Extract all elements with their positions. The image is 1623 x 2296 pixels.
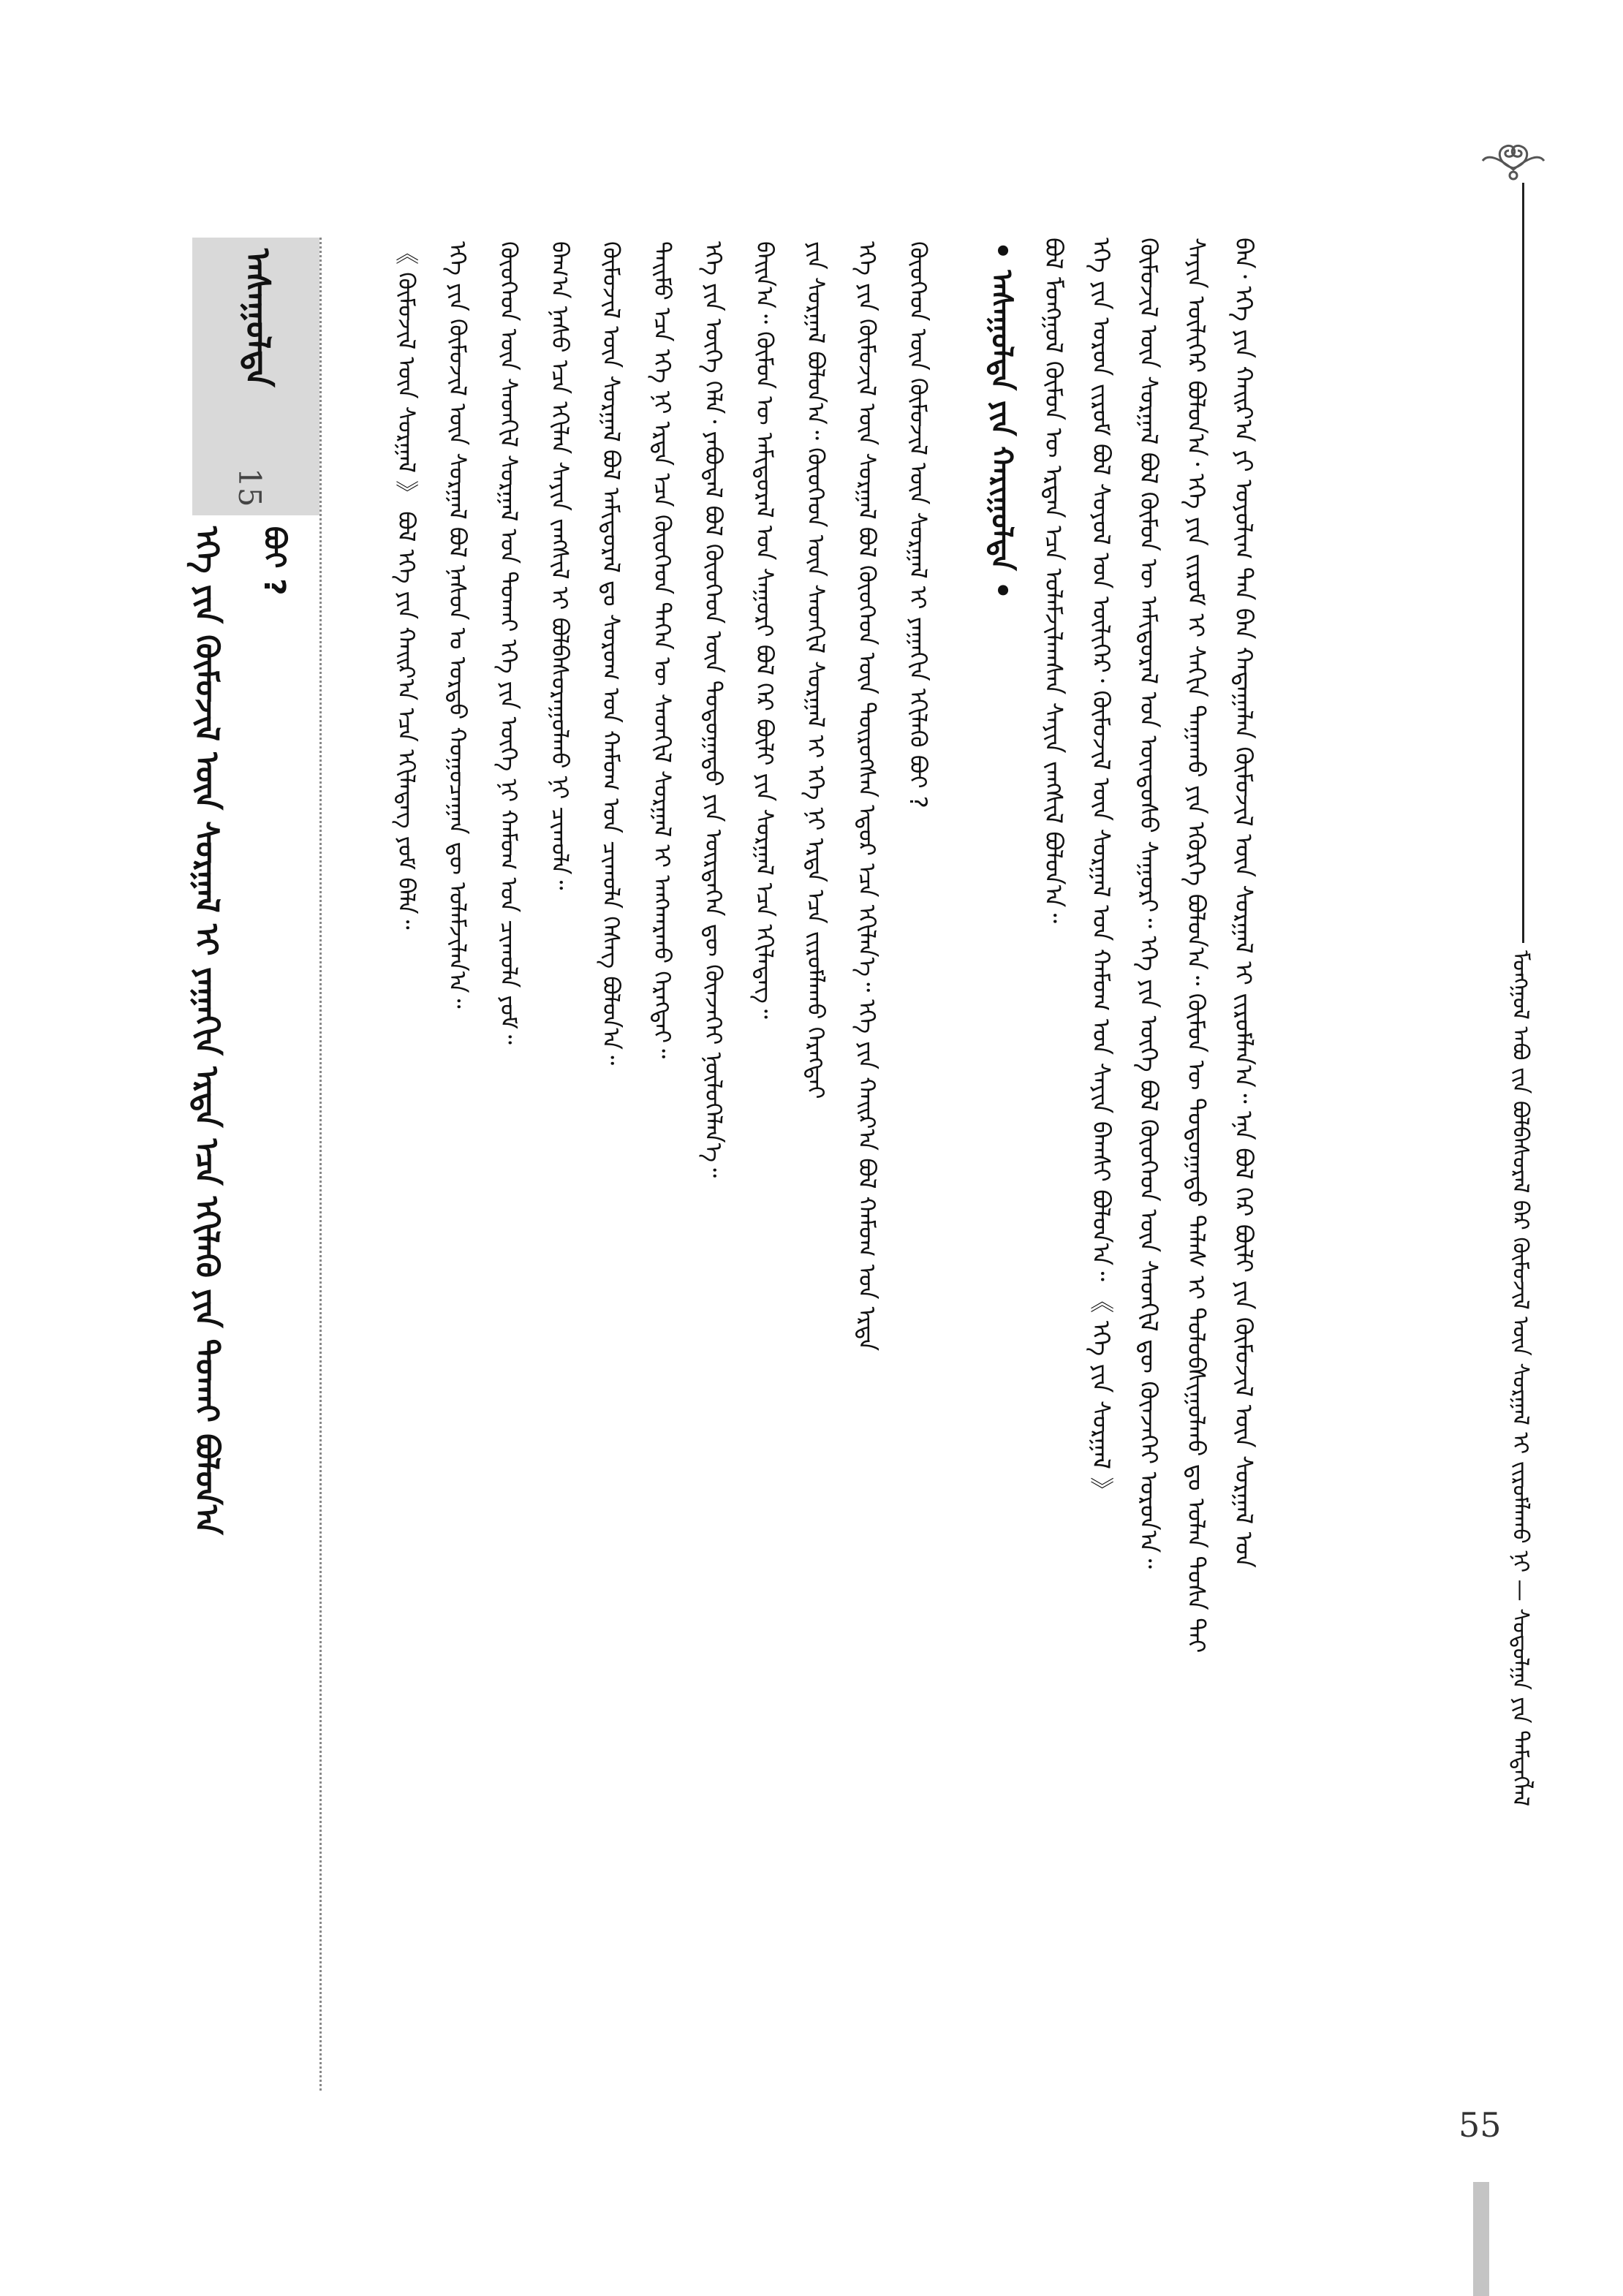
page-edge-tab bbox=[1473, 2182, 1489, 2296]
answer-text-column: 《 ᠬᠦᠮᠦᠵᠢᠯ ᠦᠨ ᠰᠤᠷᠭᠠᠯ 》 ᠪᠣᠯ ᠡᠬᠡ ᠶᠢᠨ ᠬᠠᠢᠷ᠎ᠠ ᠡᠴᠡ ᠡᠬᠢᠯᠡᠳᠡᠭ ᠶᠤᠮ ᠪᠡᠯᠡ᠃ bbox=[393, 241, 420, 930]
question-title-continued: ᠪᠣᠢ ? bbox=[257, 526, 291, 596]
answer-text-column: ᠡᠬᠡ ᠶᠢᠨ ᠬᠦᠮᠦᠵᠢᠯ ᠦᠨ ᠰᠤᠷᠭᠠᠯ ᠪᠣᠯ ᠨᠠᠰᠤᠨ ᠤ ᠤᠷᠲᠤ ᠬᠤᠭᠤᠴᠠᠭᠠᠨ ᠳᠦ ᠤᠯᠠᠮᠵᠢᠯᠠᠨ᠎ᠠ᠃ bbox=[444, 241, 472, 1009]
body-text-column: ᠰᠠᠶᠢᠨ ᠦᠯᠢᠭᠡᠷ ᠪᠣᠯᠤᠨ᠎ᠠ᠂ ᠡᠬᠡ ᠶᠢᠨ ᠵᠢᠷᠤᠮ ᠢ ᠰᠠᠬᠢᠨ ᠳᠠᠭᠠᠬᠤ ᠶᠢᠨ ᠡᠭᠦᠷᠭᠡ ᠪᠣᠯᠤᠨ᠎ᠠ᠃ ᠬᠦᠮᠦᠨ ᠦ ᠳᠣᠲᠣᠭᠠᠳᠤ ᠲᠠᠯᠠᠰ ᠢ ᠲᠣᠯᠤᠪᠰᠢᠭᠤᠯᠬᠤ ᠳᠤ ᠤᠯᠠᠨ ᠲᠤᠰᠠ ᠲᠠᠢ bbox=[1182, 238, 1211, 1653]
question-label: ᠠᠰᠠᠭᠤᠯᠲᠠ bbox=[238, 249, 278, 387]
section-heading: • ᠠᠰᠠᠭᠤᠯᠲᠠ ᠶᠢᠨ ᠬᠠᠷᠢᠭᠤᠯᠲᠠ • bbox=[985, 241, 1018, 600]
body-text-column: ᠡᠬᠡ ᠶᠢᠨ ᠤᠷᠤᠨ ᠵᠢᠷᠤᠮ ᠪᠣᠯ ᠰᠣᠶᠣᠯ ᠤᠨ ᠦᠯᠢᠭᠡᠷ᠂ ᠬᠦᠮᠦᠵᠢᠯ ᠦᠨ ᠰᠤᠷᠭᠠᠯ ᠤᠨ ᠬᠠᠮᠤᠭ ᠤᠨ ᠰᠠᠶᠢᠨ ᠪᠠᠭᠰᠢ ᠪᠣᠯᠤᠨ᠎ᠠ᠃ 《 ᠡᠬᠡ ᠶᠢᠨ ᠰᠤᠷᠭᠠᠯ 》 bbox=[1087, 238, 1116, 1501]
body-text-column: ᠪᠠᠨ᠂ ᠡᠬᠡ ᠶᠢᠨ ᠬᠠᠢᠷ᠎ᠠ ᠶᠢ ᠤᠶᠤᠯᠢᠭ ᠲᠠᠨ ᠪᠡᠨ ᠬᠠᠳᠠᠭᠠᠯᠠᠨ ᠬᠦᠮᠦᠵᠢᠯ ᠦᠨ ᠰᠤᠷᠭᠠᠯ ᠢ ᠵᠢᠷᠤᠮᠯᠠᠨ᠎ᠠ᠃ ᠡᠨᠡ ᠪᠣᠯ ᠭᠡᠷ ᠪᠦᠯᠢ ᠶᠢᠨ ᠬᠦᠮᠦᠵᠢᠯ ᠦᠨ ᠰᠤᠷᠭᠠᠯ ᠤᠨ bbox=[1230, 238, 1258, 1568]
answer-text-column: ᠪᠠᠭ᠎ᠠ ᠨᠠᠰᠤ ᠡᠴᠡ ᠡᠬᠢᠯᠡᠨ ᠰᠠᠶᠢᠨ ᠵᠠᠩᠱᠢᠯ ᠢ ᠪᠣᠯᠪᠠᠰᠤᠷᠠᠭᠤᠯᠬᠤ ᠨᠢ ᠴᠢᠬᠤᠯᠠ᠃ bbox=[546, 241, 574, 890]
question-number: 15 bbox=[232, 468, 268, 507]
answer-text-column: ᠡᠬᠡ ᠶᠢᠨ ᠬᠦᠮᠦᠵᠢᠯ ᠦᠨ ᠰᠤᠷᠭᠠᠯ ᠪᠣᠯ ᠬᠦᠦᠬᠡᠳ ᠦᠨ ᠲᠥᠷᠦᠭᠰᠡᠨ ᠡᠳᠦᠷ ᠡᠴᠡ ᠡᠬᠢᠯᠡᠨ᠎ᠡ᠃ ᠡᠬᠡ ᠶᠢᠨ ᠬᠠᠢᠷ᠎ᠠ ᠪᠣᠯ ᠬᠠᠮᠤᠭ ᠤᠨ ᠡᠷᠲᠡ bbox=[853, 241, 881, 1352]
header-rule bbox=[1522, 183, 1524, 943]
answer-text-column: ᠪᠠᠢᠨ᠎ᠠ᠃ ᠬᠦᠮᠦᠨ ᠦ ᠠᠮᠢᠳᠤᠷᠠᠯ ᠤᠨ ᠰᠠᠭᠤᠷᠢ ᠪᠣᠯ ᠭᠡᠷ ᠪᠦᠯᠢ ᠶᠢᠨ ᠰᠤᠷᠭᠠᠯ ᠡᠴᠡ ᠡᠬᠢᠯᠡᠳᠡᠭ᠃ bbox=[751, 241, 779, 1019]
body-text-column: ᠬᠦᠮᠦᠵᠢᠯ ᠦᠨ ᠰᠤᠷᠭᠠᠯ ᠪᠣᠯ ᠬᠦᠮᠦᠨ ᠦ ᠠᠮᠢᠳᠤᠷᠠᠯ ᠤᠨ ᠦᠨᠳᠦᠰᠦ ᠰᠠᠭᠤᠷᠢ᠃ ᠡᠬᠡ ᠶᠢᠨ ᠦᠭᠡ ᠪᠣᠯ ᠬᠦᠦᠬᠡᠳ ᠦᠨ ᠰᠡᠳᠬᠢᠯ ᠳᠦ ᠭᠦᠨᠵᠡᠭᠡᠢ ᠣᠷᠣᠨ᠎ᠠ᠃ bbox=[1135, 238, 1163, 1569]
answer-text-column: ᠶᠢᠨ ᠰᠤᠷᠭᠠᠯ ᠪᠣᠯᠤᠨ᠎ᠠ᠃ ᠬᠦᠦᠬᠡᠳ ᠦᠨ ᠰᠡᠳᠬᠢᠯ ᠰᠤᠷᠭᠠᠯ ᠢ ᠡᠬᠡ ᠨᠢ ᠡᠷᠲᠡ ᠡᠴᠡ ᠵᠢᠷᠤᠮᠯᠠᠬᠤ ᠬᠡᠷᠡᠭᠲᠡᠢ bbox=[802, 241, 830, 1099]
header-ornament-icon bbox=[1469, 124, 1557, 190]
question-title: ᠡᠬᠡ ᠶᠢᠨ ᠬᠦᠮᠦᠵᠢᠯ ᠦᠨ ᠰᠤᠷᠭᠠᠯ ᠢ ᠶᠠᠭᠠᠬᠢᠨ ᠡᠷᠲᠡ ᠡᠴᠡ ᠡᠬᠢᠯᠡᠬᠦ ᠶᠢᠨ ᠲᠤᠬᠠᠢ ᠪᠣᠯᠤᠨ᠎ᠠ bbox=[188, 526, 225, 1535]
answer-text-column: ᠬᠦᠦᠬᠡᠳ ᠦᠨ ᠬᠦᠮᠦᠵᠢᠯ ᠦᠨ ᠰᠤᠷᠭᠠᠯ ᠢ ᠶᠠᠭᠠᠬᠢᠨ ᠡᠬᠢᠯᠡᠬᠦ ᠪᠣᠢ ? bbox=[904, 241, 932, 808]
answer-text-column: ᠡᠬᠡ ᠶᠢᠨ ᠦᠭᠡ ᠬᠡᠯᠡ᠂ ᠶᠠᠪᠤᠳᠠᠯ ᠪᠣᠯ ᠬᠦᠦᠬᠡᠳ ᠦᠨ ᠳᠣᠲᠣᠭᠠᠳᠤ ᠶᠢᠨ ᠥᠷᠲᠡᠭᠡᠨ ᠳᠦ ᠭᠦᠨᠵᠡᠭᠡᠢ ᠨᠥᠯᠥᠭᠡᠯᠡᠨ᠎ᠡ᠃ bbox=[700, 241, 727, 1178]
body-text-column: ᠪᠣᠯ ᠮᠣᠩᠭᠣᠯ ᠬᠦᠮᠦᠨ ᠦ ᠡᠷᠲᠡᠨ ᠡᠴᠡ ᠤᠯᠠᠮᠵᠢᠯᠠᠭᠰᠠᠨ ᠰᠠᠶᠢᠨ ᠵᠠᠩᠱᠢᠯ ᠪᠣᠯᠤᠨ᠎ᠠ᠃ bbox=[1040, 238, 1068, 923]
page-number: 55 bbox=[1459, 2105, 1502, 2145]
answer-text-column: ᠲᠡᠢᠮᠦ ᠡᠴᠡ ᠡᠬᠡ ᠨᠢ ᠡᠷᠲᠡ ᠡᠴᠡ ᠬᠦᠦᠬᠡᠳ ᠲᠡᠭᠡᠨ ᠦ ᠰᠡᠳᠬᠢᠯ ᠰᠤᠷᠭᠠᠯ ᠢ ᠠᠩᠬᠠᠷᠬᠤ ᠬᠡᠷᠡᠭᠲᠡᠢ᠃ bbox=[648, 241, 676, 1059]
answer-text-column: ᠬᠦᠦᠬᠡᠳ ᠦᠨ ᠰᠡᠳᠬᠢᠯ ᠰᠤᠷᠭᠠᠯ ᠤᠨ ᠲᠤᠬᠠᠢ ᠡᠬᠡ ᠶᠢᠨ ᠦᠭᠡ ᠨᠢ ᠬᠠᠮᠤᠭ ᠤᠨ ᠴᠢᠬᠤᠯᠠ ᠶᠤᠮ᠃ bbox=[495, 241, 523, 1045]
running-header: ᠮᠣᠩᠭᠣᠯ ᠠᠪᠤ ᠵᠢᠨ ᠪᠣᠯᠪᠠᠰᠤᠷᠠᠯ ᠪᠡᠷ ᠬᠦᠮᠦᠵᠢᠯ ᠦᠨ ᠰᠤᠷᠭᠠᠯ ᠢ ᠵᠢᠷᠤᠮᠯᠠᠬᠤ ᠨᠢ — ᠰᠤᠳᠤᠯᠭᠠ ᠶᠢᠨ ᠲᠡᠮᠳᠡᠭᠯᠡᠯ bbox=[1507, 950, 1533, 1807]
answer-text-column: ᠬᠦᠮᠦᠵᠢᠯ ᠦᠨ ᠰᠤᠷᠭᠠᠯ ᠪᠣᠯ ᠠᠮᠢᠳᠤᠷᠠᠯ ᠳᠤ ᠰᠤᠷᠤᠭ ᠤᠨ ᠬᠠᠮᠤᠭ ᠤᠨ ᠴᠢᠬᠤᠯᠠ ᠬᠡᠰᠡᠭ ᠪᠣᠯᠤᠨ᠎ᠠ᠃ bbox=[597, 241, 625, 1066]
dotted-divider bbox=[319, 238, 322, 2091]
